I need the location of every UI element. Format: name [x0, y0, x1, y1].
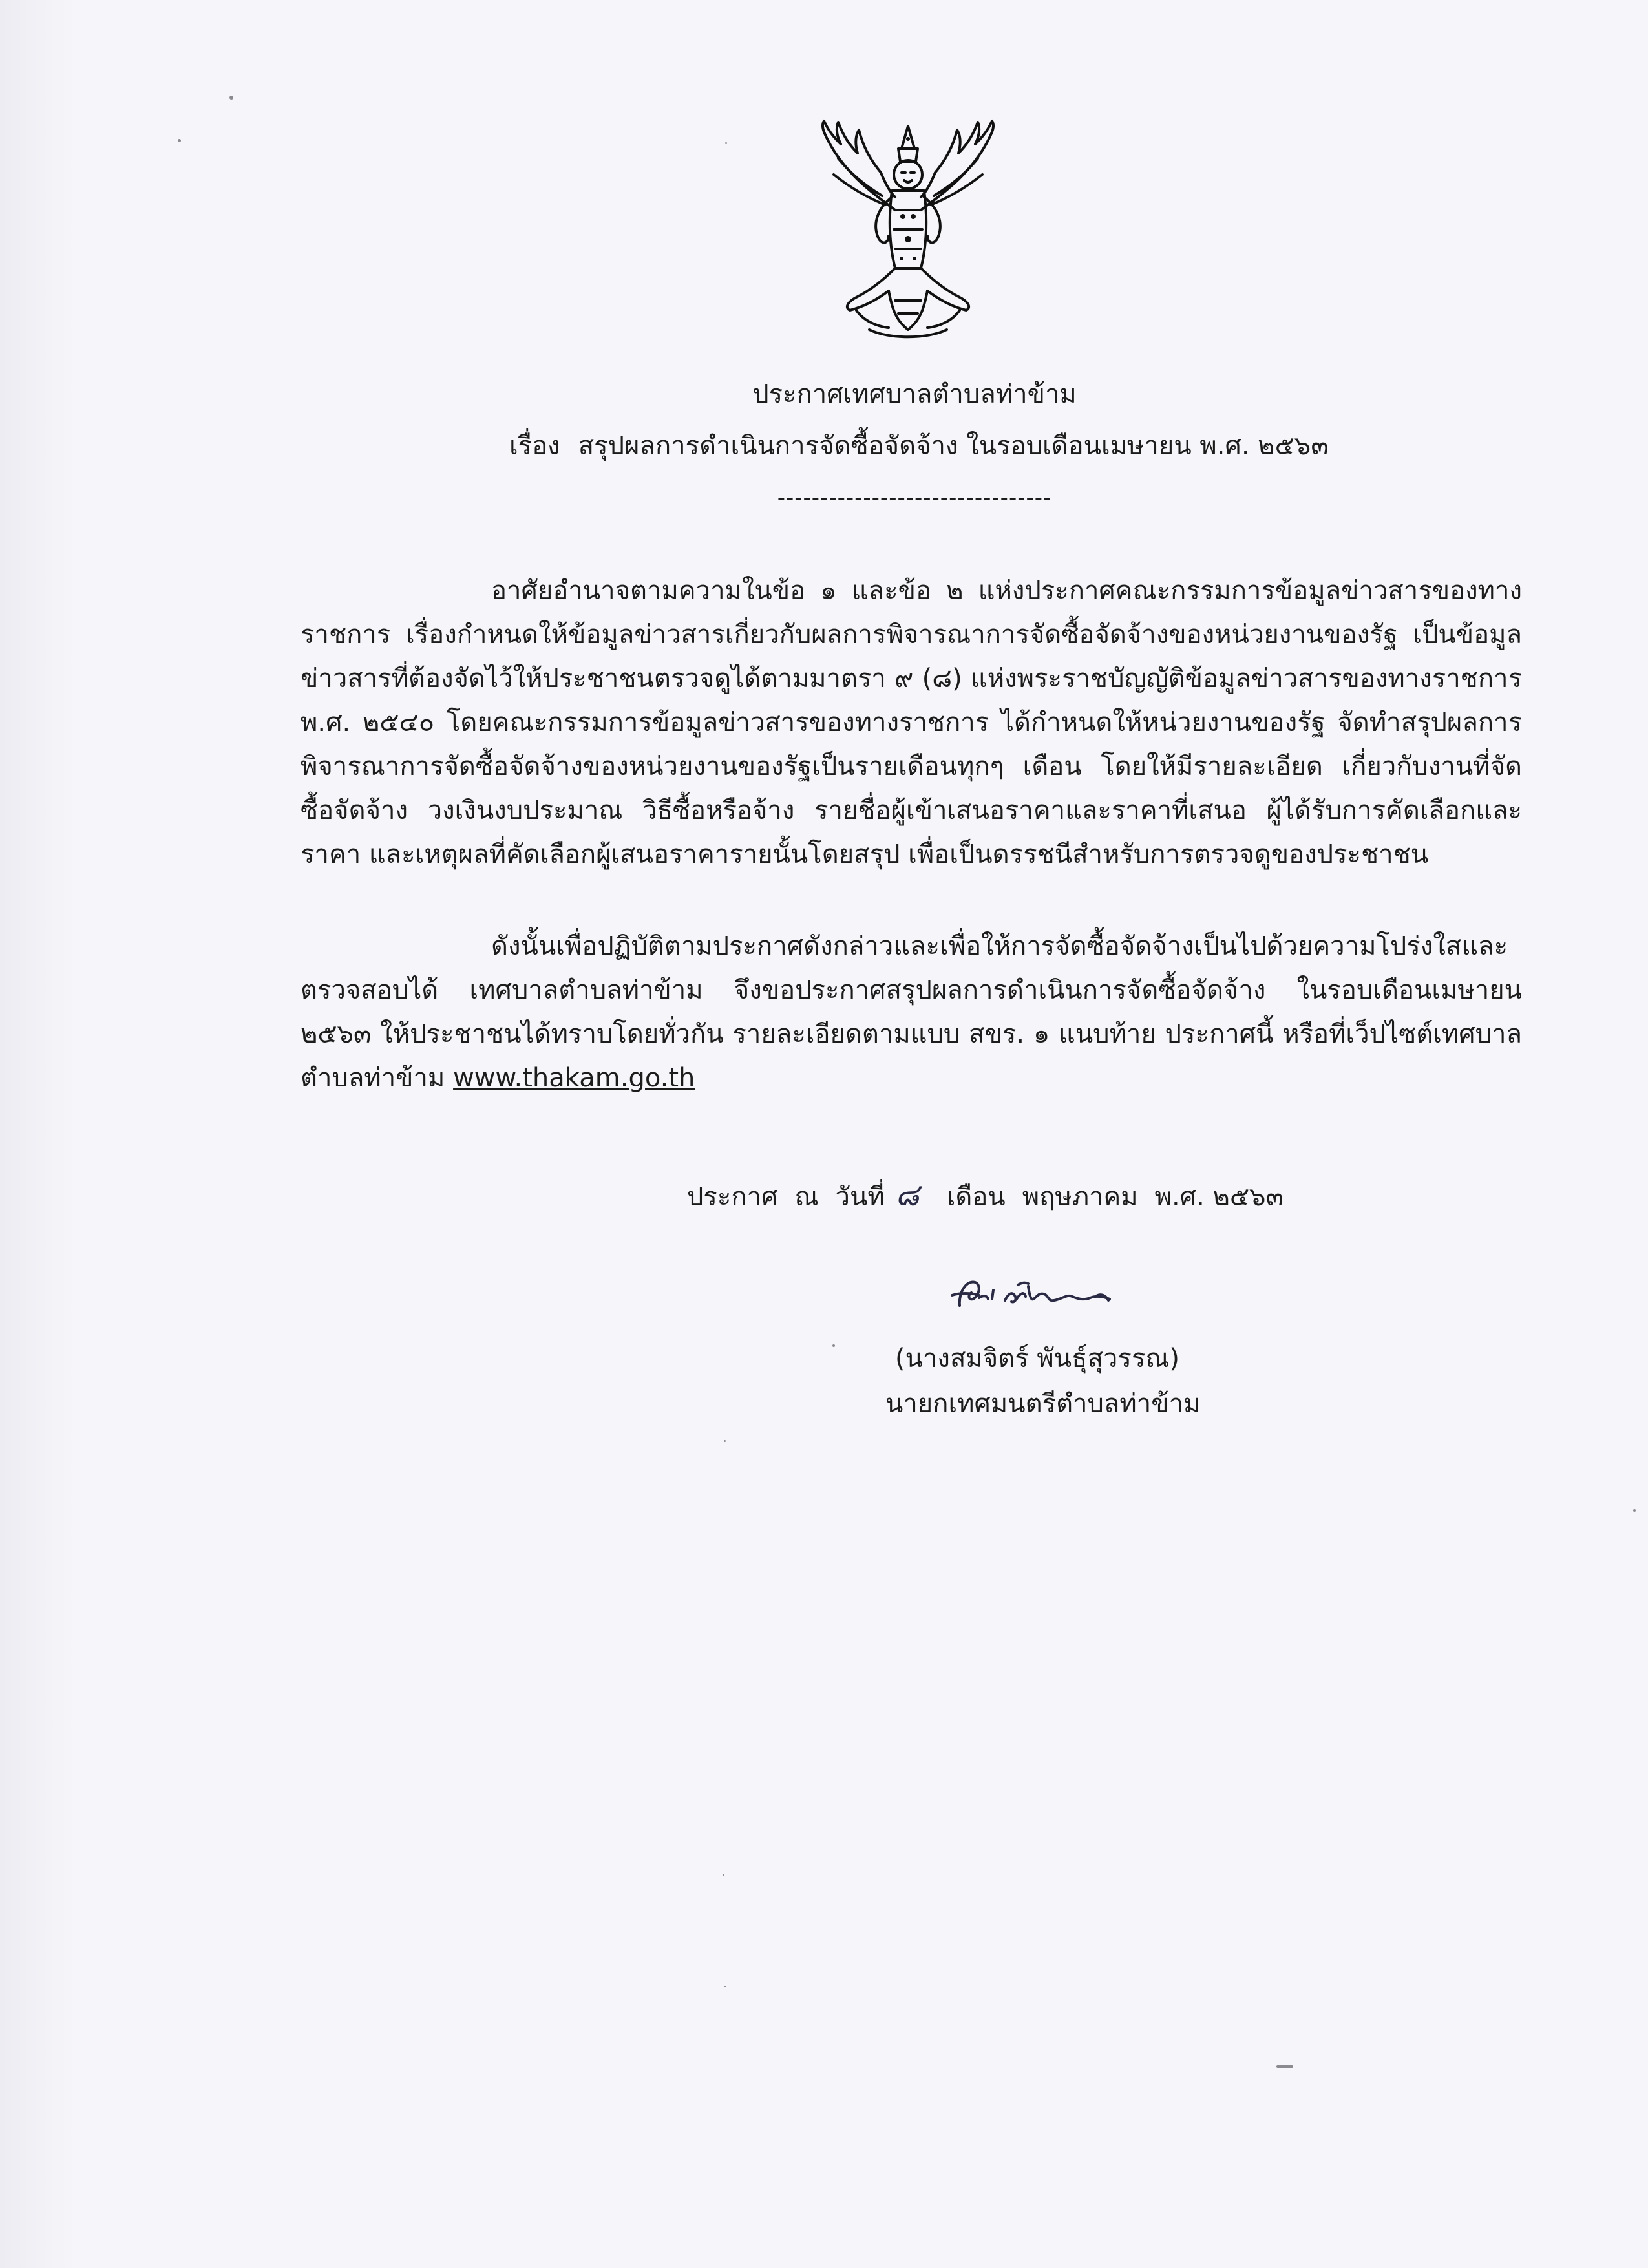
body-paragraph-2 — [301, 924, 1522, 1100]
subject-label: เรื่อง — [509, 431, 560, 461]
document-subject — [509, 427, 1329, 465]
website-link[interactable]: www.thakam.go.th — [453, 1063, 695, 1093]
subject-text: สรุปผลการดำเนินการจัดซื้อจัดจ้าง ในรอบเดือนเมษายน พ.ศ. ๒๕๖๓ — [578, 431, 1329, 461]
scan-speck — [229, 96, 233, 100]
date-at: ณ — [794, 1182, 819, 1212]
handwritten-signature — [940, 1267, 1147, 1319]
scan-speck — [723, 1874, 724, 1876]
announcement-date — [687, 1173, 1284, 1219]
signatory-position: นายกเทศมนตรีตำบลท่าข้าม — [885, 1389, 1201, 1419]
paragraph-2-text: ดังนั้นเพื่อปฏิบัติตามประกาศดังกล่าวและเพื่อให้การจัดซื้อจัดจ้างเป็นไปด้วยความโปร่งใสและตรวจสอบได้ เทศบาลตำบลท่าข้าม จึงขอประกาศสรุปผลการดำเนินการจัดซื้อจัดจ้าง ในรอบเดือนเมษายน ๒๕๖๓ ให้ประชาชนได้ทราบโดยทั่วกัน รายละเอียดตามแบบ สขร. ๑ แนบท้าย ประกาศนี้ หรือที่เว็ปไซต์เทศบาลตำบลท่าข้าม — [301, 931, 1522, 1093]
document-title: ประกาศเทศบาลตำบลท่าข้าม — [752, 379, 1077, 409]
date-prefix: ประกาศ — [687, 1182, 778, 1212]
signatory-name: (นางสมจิตร์ พันธุ์สุวรรณ) — [895, 1344, 1180, 1373]
scan-speck — [178, 139, 181, 142]
date-year: พ.ศ. ๒๕๖๓ — [1154, 1182, 1284, 1212]
body-paragraph-1 — [301, 569, 1522, 876]
date-month: พฤษภาคม — [1022, 1182, 1138, 1212]
scan-speck — [724, 1440, 726, 1442]
scan-speck — [1276, 2065, 1293, 2068]
date-day-label: วันที่ — [835, 1182, 885, 1212]
scan-speck — [725, 142, 727, 144]
scan-speck — [1633, 1509, 1636, 1512]
date-month-label: เดือน — [946, 1182, 1006, 1212]
garuda-emblem-icon — [798, 113, 1018, 346]
header-divider: -------------------------------- — [777, 485, 1052, 511]
scan-speck — [724, 1986, 726, 1987]
scan-edge — [0, 0, 78, 2268]
paragraph-1-text: อาศัยอำนาจตามความในข้อ ๑ และข้อ ๒ แห่งประกาศคณะกรรมการข้อมูลข่าวสารของทางราชการ เรื่องกำหนดให้ข้อมูลข่าวสารเกี่ยวกับผลการพิจารณาการจัดซื้อจัดจ้างของหน่วยงานของรัฐ เป็นข้อมูลข่าวสารที่ต้องจัดไว้ให้ประชาชนตรวจดูได้ตามมาตรา ๙ (๘) แห่งพระราชบัญญัติข้อมูลข่าวสารของทางราชการ พ.ศ. ๒๕๔๐ โดยคณะกรรมการข้อมูลข่าวสารของทางราชการ ได้กำหนดให้หน่วยงานของรัฐ จัดทำสรุปผลการพิจารณาการจัดซื้อจัดจ้างของหน่วยงานของรัฐเป็นรายเดือนทุกๆ เดือน โดยให้มีรายละเอียด เกี่ยวกับงานที่จัดซื้อจัดจ้าง วงเงินงบประมาณ วิธีซื้อหรือจ้าง รายชื่อผู้เข้าเสนอราคาและราคาที่เสนอ ผู้ได้รับการคัดเลือกและราคา และเหตุผลที่คัดเลือกผู้เสนอราคารายนั้นโดยสรุป เพื่อเป็นดรรชนีสำหรับการตรวจดูของประชาชน — [301, 576, 1522, 869]
date-day: ๘ — [895, 1177, 920, 1213]
scan-speck — [832, 1344, 835, 1347]
